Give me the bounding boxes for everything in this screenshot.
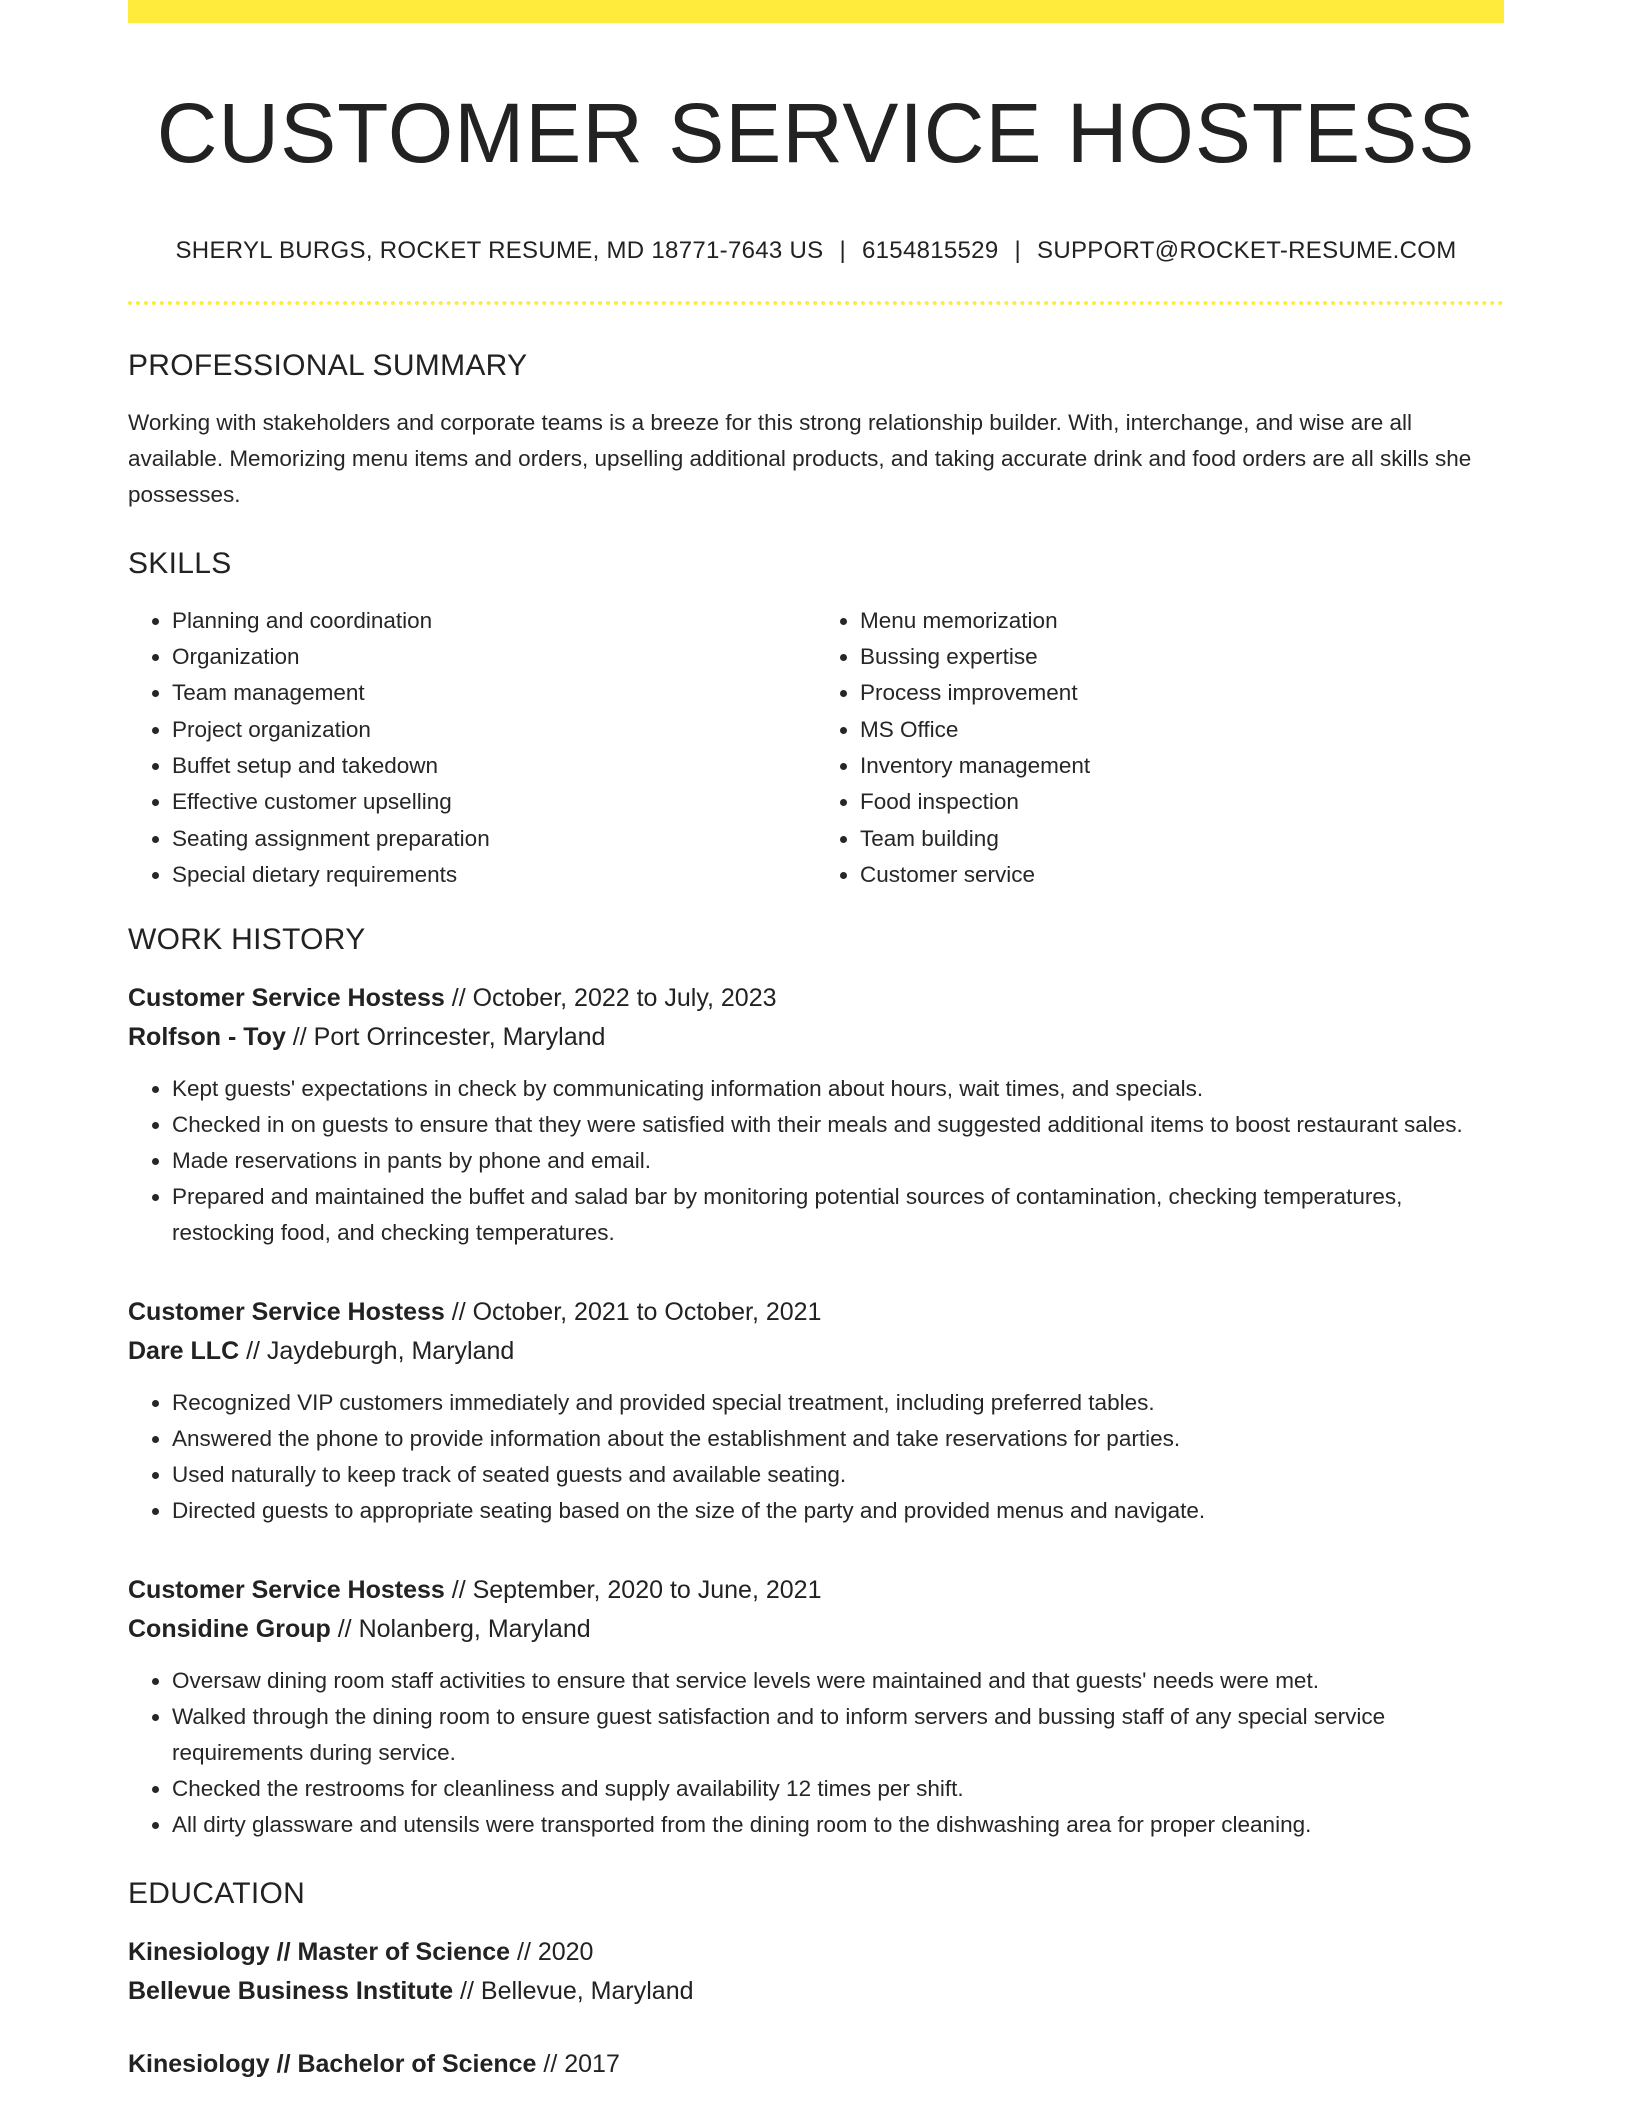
skill-item: • Food inspection: [860, 784, 1504, 820]
summary-text: Working with stakeholders and corporate teams is a breeze for this strong relationship builder. With, interchange, and wise are all available. Memorizing menu items and orders, upselling additional products, and taking accurate drink and food orders are all skills she possesses.: [128, 409, 1472, 507]
resume-title: CUSTOMER SERVICE HOSTESS: [156, 86, 1476, 180]
accent-top-bar: [128, 0, 1504, 23]
degree-line: [128, 2045, 1504, 2084]
job-bullet: • Made reservations in pants by phone and email.: [172, 1143, 1504, 1179]
work-history-heading: WORK HISTORY: [128, 923, 366, 957]
skill-item: • Team building: [860, 821, 1504, 857]
job-title-line: [128, 1571, 1504, 1610]
skill-item: • Buffet setup and takedown: [172, 748, 816, 784]
skills-heading: SKILLS: [128, 546, 232, 580]
job-bullets: [128, 1071, 1504, 1251]
skill-item: • Menu memorization: [860, 603, 1504, 639]
job-dates: // October, 2022 to July, 2023: [444, 984, 777, 1013]
job-company-line: [128, 1610, 1504, 1649]
skill-item: • Effective customer upselling: [172, 784, 816, 820]
job-bullet: • All dirty glassware and utensils were transported from the dining room to the dishwashing area for proper cleaning.: [172, 1807, 1504, 1843]
skill-item: • Process improvement: [860, 675, 1504, 711]
job-bullet: • Directed guests to appropriate seating based on the size of the party and provided menus and navigate.: [172, 1493, 1504, 1529]
degree-year: // 2017: [536, 2050, 620, 2079]
degree-year: // 2020: [510, 1938, 594, 1967]
contact-separator: |: [839, 236, 846, 264]
job-bullets: [128, 1663, 1504, 1843]
skills-columns: [128, 603, 1504, 893]
skills-list-left: [128, 603, 816, 893]
job-title: Customer Service Hostess: [128, 1298, 445, 1327]
education-heading: EDUCATION: [128, 1877, 306, 1911]
job-location: // Port Orrincester, Maryland: [285, 1023, 606, 1052]
job-bullet: • Answered the phone to provide information about the establishment and take reservations for parties.: [172, 1421, 1504, 1457]
degree-name: Kinesiology // Bachelor of Science: [128, 2050, 537, 2079]
skill-item: • Team management: [172, 675, 816, 711]
contact-address: SHERYL BURGS, ROCKET RESUME, MD 18771-7643 US: [175, 236, 824, 264]
skill-item: • Planning and coordination: [172, 603, 816, 639]
job-dates: // September, 2020 to June, 2021: [444, 1576, 822, 1605]
job-title-line: [128, 979, 1504, 1018]
contact-phone: 6154815529: [862, 236, 999, 264]
job-bullet: • Kept guests' expectations in check by communicating information about hours, wait times, and specials.: [172, 1071, 1504, 1107]
skill-item: • Bussing expertise: [860, 639, 1504, 675]
dotted-divider: [128, 301, 1504, 305]
skill-item: • Organization: [172, 639, 816, 675]
contact-separator: |: [1014, 236, 1022, 264]
job-company-line: [128, 1018, 1504, 1057]
job-bullet: • Recognized VIP customers immediately and provided special treatment, including preferred tables.: [172, 1385, 1504, 1421]
job-dates: // October, 2021 to October, 2021: [444, 1298, 822, 1327]
skill-item: • MS Office: [860, 712, 1504, 748]
job-title: Customer Service Hostess: [128, 1576, 445, 1605]
job-bullet: • Prepared and maintained the buffet and salad bar by monitoring potential sources of contamination, checking temperatures, restocking food, and checking temperatures.: [172, 1179, 1504, 1251]
summary-heading: PROFESSIONAL SUMMARY: [128, 348, 528, 382]
skill-item: • Customer service: [860, 857, 1504, 893]
job-bullet: • Checked in on guests to ensure that they were satisfied with their meals and suggested additional items to boost restaurant sales.: [172, 1107, 1504, 1143]
job-bullet: • Checked the restrooms for cleanliness and supply availability 12 times per shift.: [172, 1771, 1504, 1807]
job-bullets: [128, 1385, 1504, 1529]
job-location: // Jaydeburgh, Maryland: [239, 1337, 515, 1366]
job-company: Rolfson - Toy: [128, 1023, 286, 1052]
education-entry: [128, 2045, 1504, 2084]
job-entry: [128, 1293, 1504, 1529]
job-entry: [128, 979, 1504, 1251]
skill-item: • Special dietary requirements: [172, 857, 816, 893]
job-company: Dare LLC: [128, 1337, 240, 1366]
degree-name: Kinesiology // Master of Science: [128, 1938, 511, 1967]
job-bullet: • Used naturally to keep track of seated guests and available seating.: [172, 1457, 1504, 1493]
job-bullet: • Oversaw dining room staff activities to ensure that service levels were maintained and that guests' needs were met.: [172, 1663, 1504, 1699]
school-location: // Bellevue, Maryland: [453, 1977, 694, 2006]
skill-item: • Inventory management: [860, 748, 1504, 784]
contact-line: [128, 237, 1504, 265]
contact-email: SUPPORT@ROCKET-RESUME.COM: [1037, 236, 1457, 264]
skill-item: • Project organization: [172, 712, 816, 748]
job-title-line: [128, 1293, 1504, 1332]
degree-line: [128, 1933, 1504, 1972]
school-name: Bellevue Business Institute: [128, 1977, 454, 2006]
resume-page: [128, 0, 1504, 2084]
skill-item: • Seating assignment preparation: [172, 821, 816, 857]
job-entry: [128, 1571, 1504, 1843]
job-bullet: • Walked through the dining room to ensure guest satisfaction and to inform servers and bussing staff of any special service requirements during service.: [172, 1699, 1504, 1771]
job-title: Customer Service Hostess: [128, 984, 445, 1013]
school-line: [128, 1972, 1504, 2011]
job-location: // Nolanberg, Maryland: [330, 1615, 591, 1644]
job-company-line: [128, 1332, 1504, 1371]
education-entry: [128, 1933, 1504, 2011]
skills-list-right: [816, 603, 1504, 893]
job-company: Considine Group: [128, 1615, 331, 1644]
